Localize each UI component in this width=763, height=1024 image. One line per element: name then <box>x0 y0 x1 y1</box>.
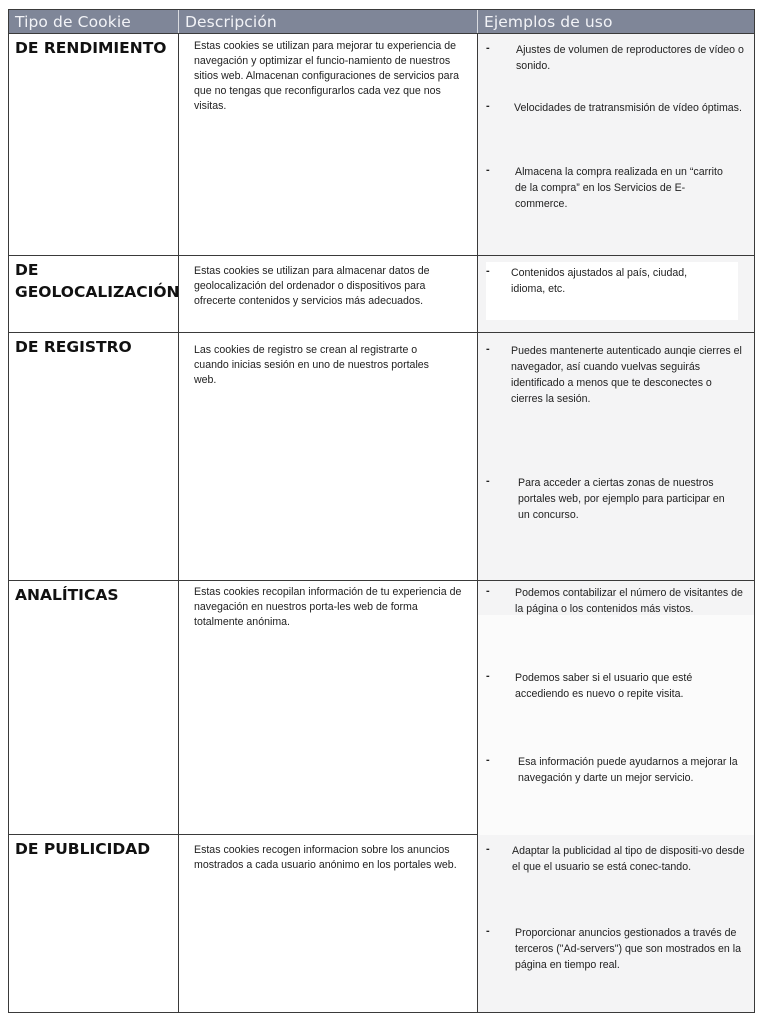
bullet-dash: - <box>486 585 490 597</box>
description-cell <box>179 256 478 332</box>
type-cell <box>9 835 179 1012</box>
bullet-dash: - <box>486 343 490 355</box>
examples-cell <box>478 34 754 255</box>
bullet-dash: - <box>486 670 490 682</box>
table-row <box>9 34 754 256</box>
example-text: Podemos contabilizar el número de visitantes de la página o los contenidos más vistos. <box>515 587 743 615</box>
type-cell <box>9 581 179 834</box>
examples-cell <box>478 835 754 1012</box>
type-cell <box>9 34 179 255</box>
cookie-type: DE PUBLICIDAD <box>15 840 151 858</box>
cookie-description: Estas cookies recogen informacion sobre los anuncios mostrados a cada usuario anónimo en los portales web. <box>194 844 457 871</box>
table-row <box>9 333 754 581</box>
examples-cell <box>478 256 754 332</box>
bullet-dash: - <box>486 925 490 937</box>
header-cell-examples <box>478 10 754 33</box>
cookie-type: DE RENDIMIENTO <box>15 39 167 57</box>
example-text: Velocidades de tratransmisión de vídeo óptimas. <box>514 102 742 114</box>
bullet-dash: - <box>486 42 490 54</box>
header-description-label: Descripción <box>185 13 277 31</box>
header-cell-type <box>9 10 179 33</box>
description-cell <box>179 581 478 834</box>
cookie-description: Las cookies de registro se crean al registrarte o cuando inicias sesión en uno de nuestros portales web. <box>194 344 429 386</box>
example-text: Esa información puede ayudarnos a mejorar la navegación y darte un mejor servicio. <box>518 756 738 784</box>
bullet-dash: - <box>486 843 490 855</box>
example-text: Contenidos ajustados al país, ciudad, idioma, etc. <box>511 267 688 295</box>
example-text: Podemos saber si el usuario que esté accediendo es nuevo o repite visita. <box>515 672 693 700</box>
cookie-description: Estas cookies se utilizan para mejorar tu experiencia de navegación y optimizar el funcio-namiento de nuestros sitios web. Almacenan configuraciones de servicios para que no tengas que reconfigurarlos cada vez que nos visitas. <box>194 40 459 112</box>
example-text: Almacena la compra realizada en un “carrito de la compra” en los Servicios de E-commerce. <box>515 166 723 210</box>
type-cell <box>9 333 179 580</box>
example-box <box>478 615 754 835</box>
table-row <box>9 256 754 333</box>
example-text: Para acceder a ciertas zonas de nuestros portales web, por ejemplo para participar en un concurso. <box>518 477 725 521</box>
bullet-dash: - <box>486 164 490 176</box>
bullet-dash: - <box>486 475 490 487</box>
cookie-table <box>8 9 755 1013</box>
example-text: Adaptar la publicidad al tipo de dispositi-vo desde el que el usuario se está conec-tando. <box>512 845 745 873</box>
header-examples-label: Ejemplos de uso <box>484 13 613 31</box>
cookie-type: ANALÍTICAS <box>15 586 119 604</box>
bullet-dash: - <box>486 754 490 766</box>
bullet-dash: - <box>486 100 490 112</box>
description-cell <box>179 34 478 255</box>
type-cell <box>9 256 179 332</box>
examples-cell <box>478 333 754 580</box>
table-row <box>9 835 754 1012</box>
example-text: Ajustes de volumen de reproductores de vídeo o sonido. <box>516 44 744 72</box>
bullet-dash: - <box>486 265 490 277</box>
cookie-description: Estas cookies recopilan información de tu experiencia de navegación en nuestros porta-les web de forma totalmente anónima. <box>194 586 462 628</box>
description-cell <box>179 333 478 580</box>
header-type-label: Tipo de Cookie <box>15 13 131 31</box>
table-row <box>9 581 754 835</box>
cookie-type: DE GEOLOCALIZACIÓN <box>15 261 180 301</box>
cookie-type: DE REGISTRO <box>15 338 132 356</box>
header-cell-description <box>179 10 478 33</box>
table-header <box>9 10 754 34</box>
description-cell <box>179 835 478 1012</box>
example-text: Proporcionar anuncios gestionados a través de terceros ("Ad-servers") que son mostrados en la página en tiempo real. <box>515 927 741 971</box>
example-text: Puedes mantenerte autenticado aunqie cierres el navegador, así cuando vuelvas seguirás identificado a menos que te desconectes o cierres la sesión. <box>511 345 742 405</box>
examples-cell <box>478 581 754 834</box>
cookie-description: Estas cookies se utilizan para almacenar datos de geolocalización del ordenador o dispositivos para ofrecerte contenidos y servicios más adecuados. <box>194 265 430 307</box>
